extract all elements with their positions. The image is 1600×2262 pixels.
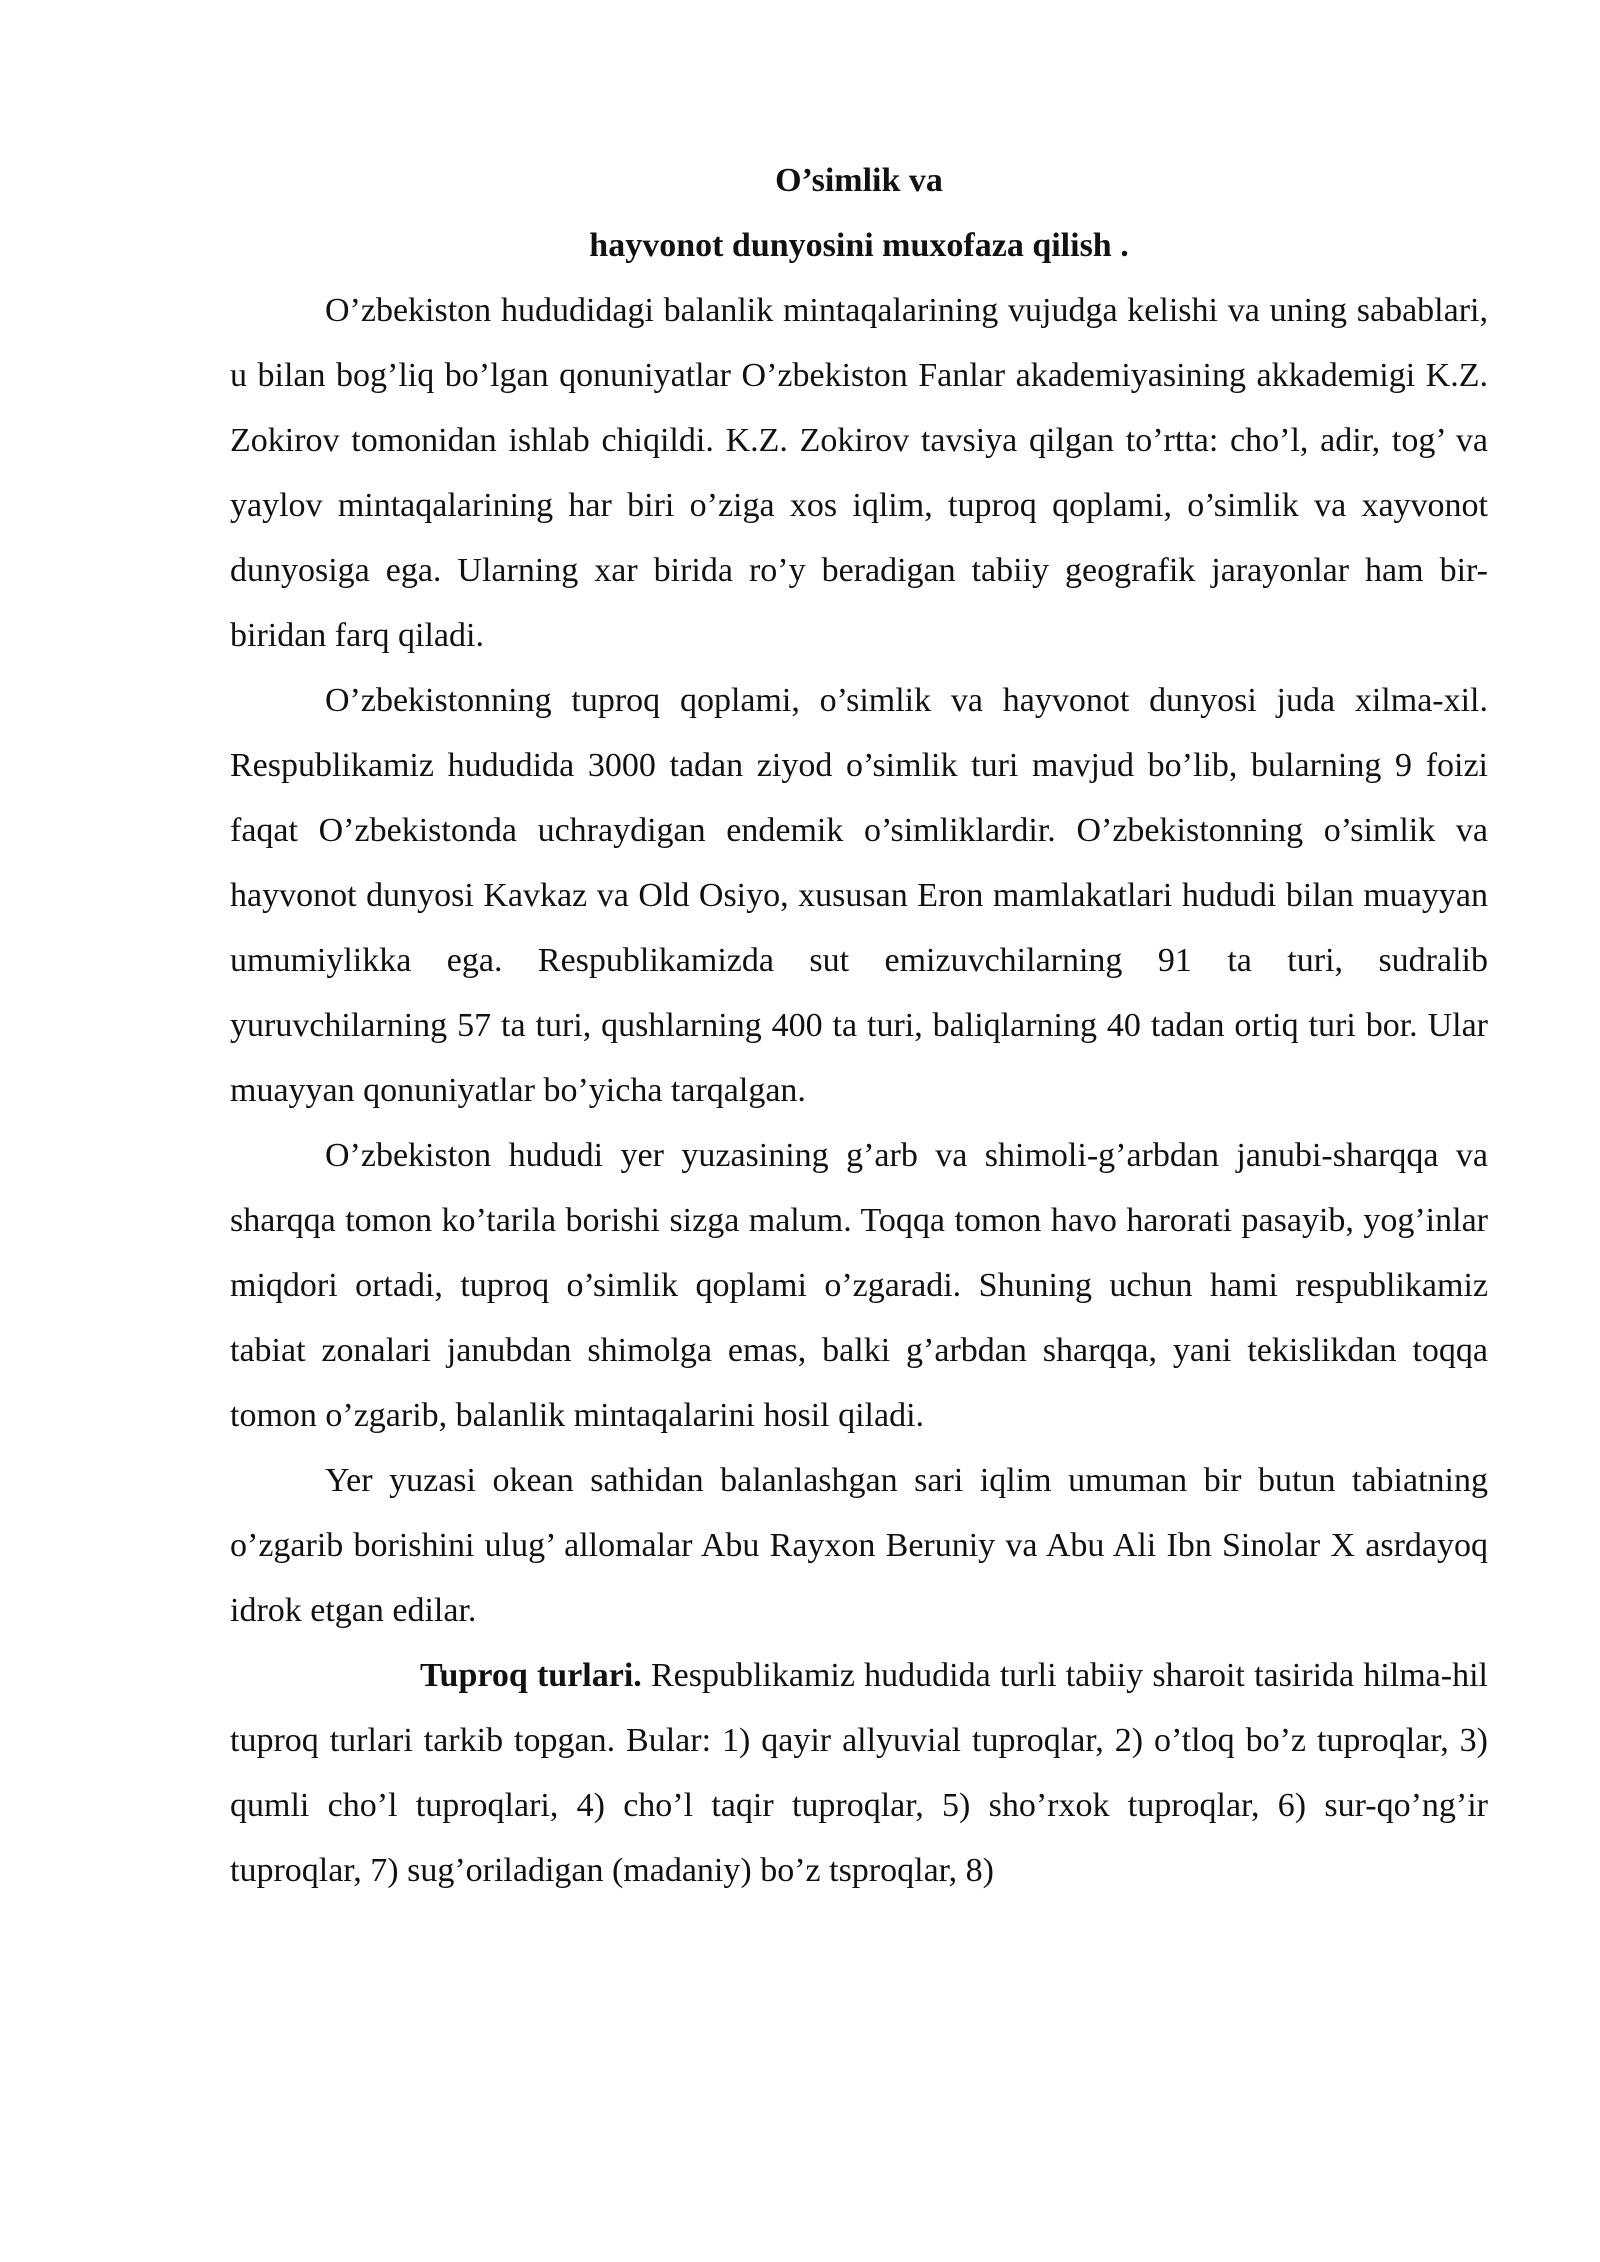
paragraph-relief-change: O’zbekiston hududi yer yuzasining g’arb va shimoli-g’arbdan janubi-sharqqa va sharqqa tomon ko’tarila borishi sizga malum. Toqqa tomon havo harorati pasayib, yog’inlar miqdori ortadi, tuproq o’simlik qoplami o’zgaradi. Shuning uchun hami respublikamiz tabiat zonalari janubdan shimolga emas, balki g’arbdan sharqqa, yani tekislikdan toqqa tomon o’zgarib, balanlik mintaqalarini hosil qiladi. (230, 1137, 1488, 1434)
soil-types-text: Respublikamiz hududida turli tabiiy sharoit tasirida hilma-hil tuproq turlari tarkib topgan. Bular: 1) qayir allyuvial tuproqlar, 2) o’tloq bo’z tuproqlar, 3) qumli cho’l tuproqlari, 4) cho’l taqir tuproqlar, 5) sho’rxok tuproqlar, 6) sur-qo’ng’ir tuproqlar, 7) sug’oriladigan (madaniy) bo’z tsproqlar, 8) (230, 1657, 1488, 1889)
paragraph-altitude-zones: O’zbekiston hududidagi balanlik mintaqalarining vujudga kelishi va uning sabablari, u bilan bog’liq bo’lgan qonuniyatlar O’zbekiston Fanlar akademiyasining akkademigi K.Z. Zokirov tomonidan ishlab chiqildi. K.Z. Zokirov tavsiya qilgan to’rtta: cho’l, adir, tog’ va yaylov mintaqalarining har biri o’ziga xos iqlim, tuproq qoplami, o’simlik va xayvonot dunyosiga ega. Ularning xar birida ro’y beradigan tabiiy geografik jarayonlar ham bir-biridan farq qiladi. (230, 292, 1488, 654)
paragraph-soil-types (230, 1643, 1488, 1903)
paragraph-flora-fauna: O’zbekistonning tuproq qoplami, o’simlik va hayvonot dunyosi juda xilma-xil. Respublikamiz hududida 3000 tadan ziyod o’simlik turi mavjud bo’lib, bularning 9 foizi faqat O’zbekistonda uchraydigan endemik o’simliklardir. O’zbekistonning o’simlik va hayvonot dunyosi Kavkaz va Old Osiyo, xususan Eron mamlakatlari hududi bilan muayyan umumiylikka ega. Respublikamizda sut emizuvchilarning 91 ta turi, sudralib yuruvchilarning 57 ta turi, qushlarning 400 ta turi, baliqlarning 40 tadan ortiq turi bor. Ular muayyan qonuniyatlar bo’yicha tarqalgan. (230, 682, 1488, 1109)
section-heading-soil-types: Tuproq turlari. (420, 1657, 642, 1694)
document-title-line-2: hayvonot dunyosini muxofaza qilish . (589, 227, 1129, 264)
document-title-line-1: O’simlik va (775, 162, 943, 199)
paragraph-historical-scholars: Yer yuzasi okean sathidan balanlashgan sari iqlim umuman bir butun tabiatning o’zgarib borishini ulug’ allomalar Abu Rayxon Beruniy va Abu Ali Ibn Sinolar X asrdayoq idrok etgan edilar. (230, 1462, 1488, 1629)
document-body (230, 148, 1488, 1903)
